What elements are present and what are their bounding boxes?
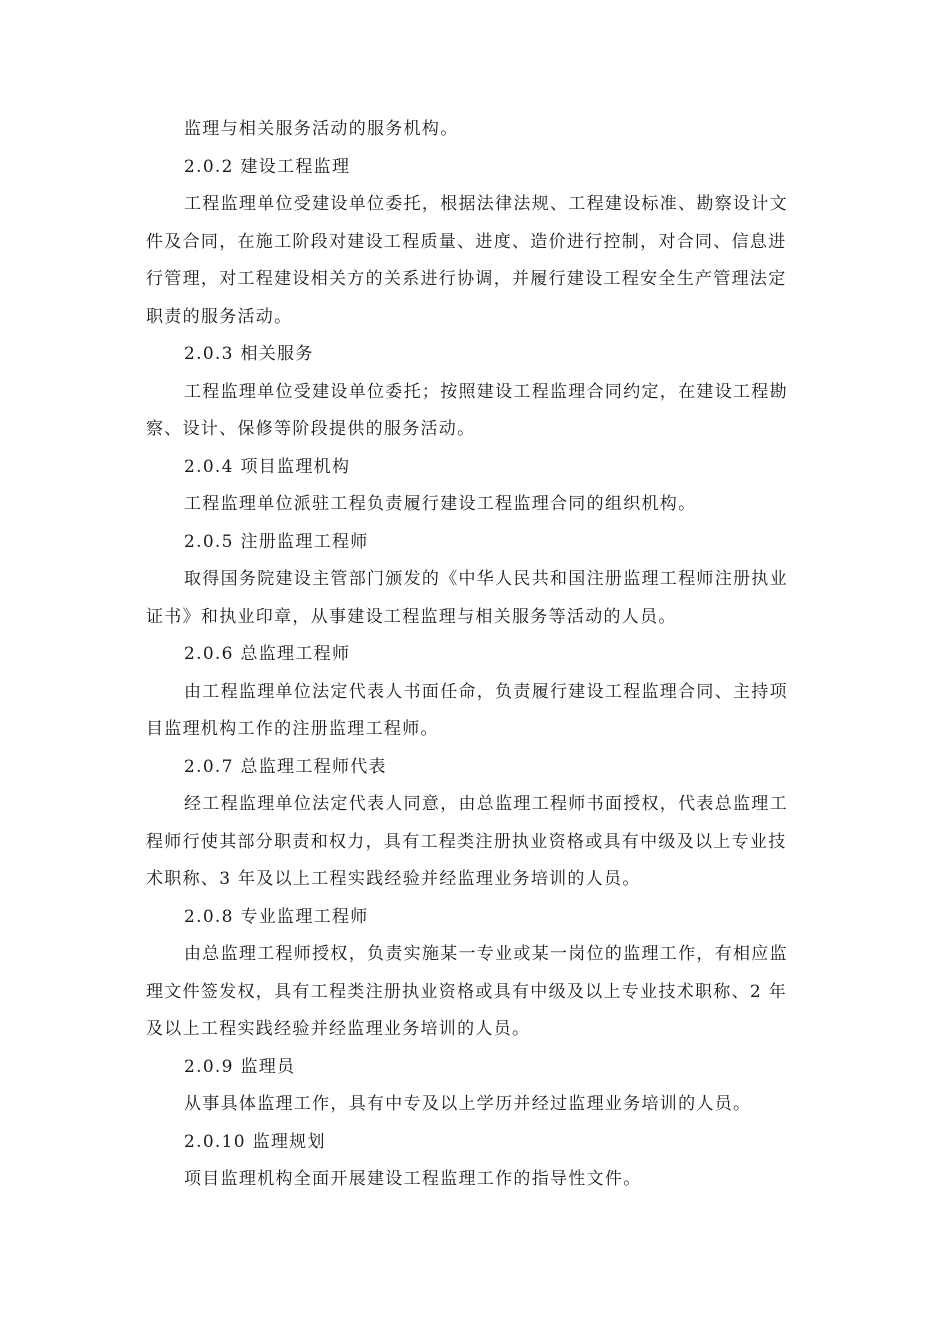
section-heading: 2.0.4 项目监理机构: [184, 456, 351, 477]
paragraph-line: 程师行使其部分职责和权力，具有工程类注册执业资格或具有中级及以上专业技: [146, 831, 787, 852]
section-heading: 2.0.3 相关服务: [184, 344, 314, 364]
section-heading: 2.0.7 总监理工程师代表: [184, 756, 387, 777]
paragraph-line: 行管理，对工程建设相关方的关系进行协调，并履行建设工程安全生产管理法定: [146, 269, 787, 289]
paragraph-line: 证书》和执业印章，从事建设工程监理与相关服务等活动的人员。: [146, 606, 677, 627]
paragraph-line: 理文件签发权，具有工程类注册执业资格或具有中级及以上专业技术职称、2 年: [146, 981, 788, 1002]
section-heading: 2.0.10 监理规划: [184, 1131, 326, 1152]
paragraph-line: 由总监理工程师授权，负责实施某一专业或某一岗位的监理工作，有相应监: [184, 944, 788, 964]
paragraph-line: 监理与相关服务活动的服务机构。: [184, 119, 459, 139]
document-body: [146, 111, 810, 1199]
paragraph-line: 工程监理单位受建设单位委托，根据法律法规、工程建设标准、勘察设计文: [184, 194, 788, 214]
section-heading: 2.0.2 建设工程监理: [184, 156, 351, 177]
paragraph-line: 项目监理机构全面开展建设工程监理工作的指导性文件。: [184, 1169, 642, 1189]
section-heading: 2.0.9 监理员: [184, 1056, 296, 1077]
paragraph-line: 经工程监理单位法定代表人同意，由总监理工程师书面授权，代表总监理工: [184, 794, 788, 814]
paragraph-line: 工程监理单位受建设单位委托；按照建设工程监理合同约定，在建设工程勘: [184, 381, 788, 402]
paragraph-line: 由工程监理单位法定代表人书面任命，负责履行建设工程监理合同、主持项: [184, 681, 788, 702]
paragraph-line: 察、设计、保修等阶段提供的服务活动。: [146, 419, 476, 439]
paragraph-line: 术职称、3 年及以上工程实践经验并经监理业务培训的人员。: [146, 869, 641, 889]
section-heading: 2.0.8 专业监理工程师: [184, 906, 369, 927]
paragraph-line: 工程监理单位派驻工程负责履行建设工程监理合同的组织机构。: [184, 494, 697, 514]
section-heading: 2.0.5 注册监理工程师: [184, 531, 369, 552]
paragraph-line: 件及合同，在施工阶段对建设工程质量、进度、造价进行控制，对合同、信息进: [146, 231, 787, 252]
paragraph-line: 从事具体监理工作，具有中专及以上学历并经过监理业务培训的人员。: [184, 1094, 752, 1114]
paragraph-line: 及以上工程实践经验并经监理业务培训的人员。: [146, 1019, 531, 1039]
paragraph-line: 职责的服务活动。: [146, 306, 293, 327]
paragraph-line: 目监理机构工作的注册监理工程师。: [146, 719, 439, 739]
paragraph-line: 取得国务院建设主管部门颁发的《中华人民共和国注册监理工程师注册执业: [184, 569, 788, 589]
section-heading: 2.0.6 总监理工程师: [184, 644, 351, 664]
